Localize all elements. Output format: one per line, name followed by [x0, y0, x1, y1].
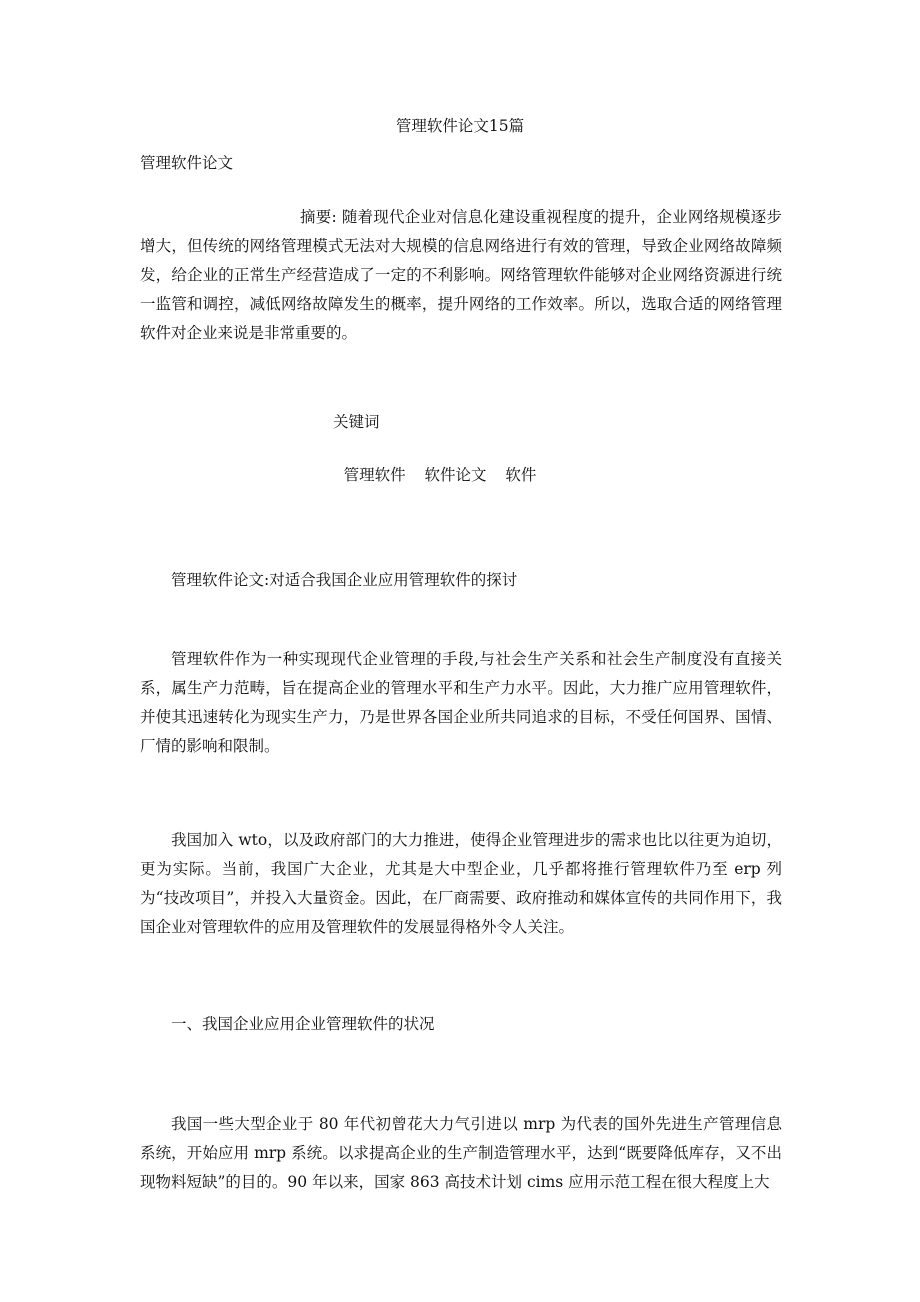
keywords-heading: 关键词 — [333, 413, 380, 431]
section-label: 管理软件论文 — [140, 154, 234, 172]
keywords-list: 管理软件 软件论文 软件 — [343, 466, 537, 484]
article-title: 管理软件论文:对适合我国企业应用管理软件的探讨 — [171, 571, 518, 589]
body-paragraph: 我国加入 wto，以及政府部门的大力推进，使得企业管理进步的需求也比以往更为迫切，更为实际。当前，我国广大企业，尤其是大中型企业，几乎都将推行管理软件乃至 erp 列为“技改项目”，并投入大量资金。因此，在厂商需要、政府推动和媒体宣传的共同作用下，我国企业对管理软件的应用及管理软件的发展显得格外令人关注。 — [140, 831, 782, 936]
abstract-paragraph: 摘要: 随着现代企业对信息化建设重视程度的提升，企业网络规模逐步增大，但传统的网络管理模式无法对大规模的信息网络进行有效的管理，导致企业网络故障频发，给企业的正常生产经营造成了一定的不利影响。网络管理软件能够对企业网络资源进行统一监管和调控，减低网络故障发生的概率，提升网络的工作效率。所以，选取合适的网络管理软件对企业来说是非常重要的。 — [140, 208, 782, 342]
body-paragraph: 我国一些大型企业于 80 年代初曾花大力气引进以 mrp 为代表的国外先进生产管理信息系统，开始应用 mrp 系统。以求提高企业的生产制造管理水平，达到“既要降低库存，又不出现物料短缺”的目的。90 年以来，国家 863 高技术计划 cims 应用示范工程在很大程度上大 — [140, 1115, 782, 1191]
section-heading: 一、我国企业应用企业管理软件的状况 — [171, 1015, 435, 1033]
body-paragraph: 管理软件作为一种实现现代企业管理的手段,与社会生产关系和社会生产制度没有直接关系，属生产力范畴，旨在提高企业的管理水平和生产力水平。因此，大力推广应用管理软件，并使其迅速转化为现实生产力，乃是世界各国企业所共同追求的目标，不受任何国界、国情、厂情的影响和限制。 — [140, 650, 782, 755]
document-title: 管理软件论文15篇 — [395, 117, 525, 135]
